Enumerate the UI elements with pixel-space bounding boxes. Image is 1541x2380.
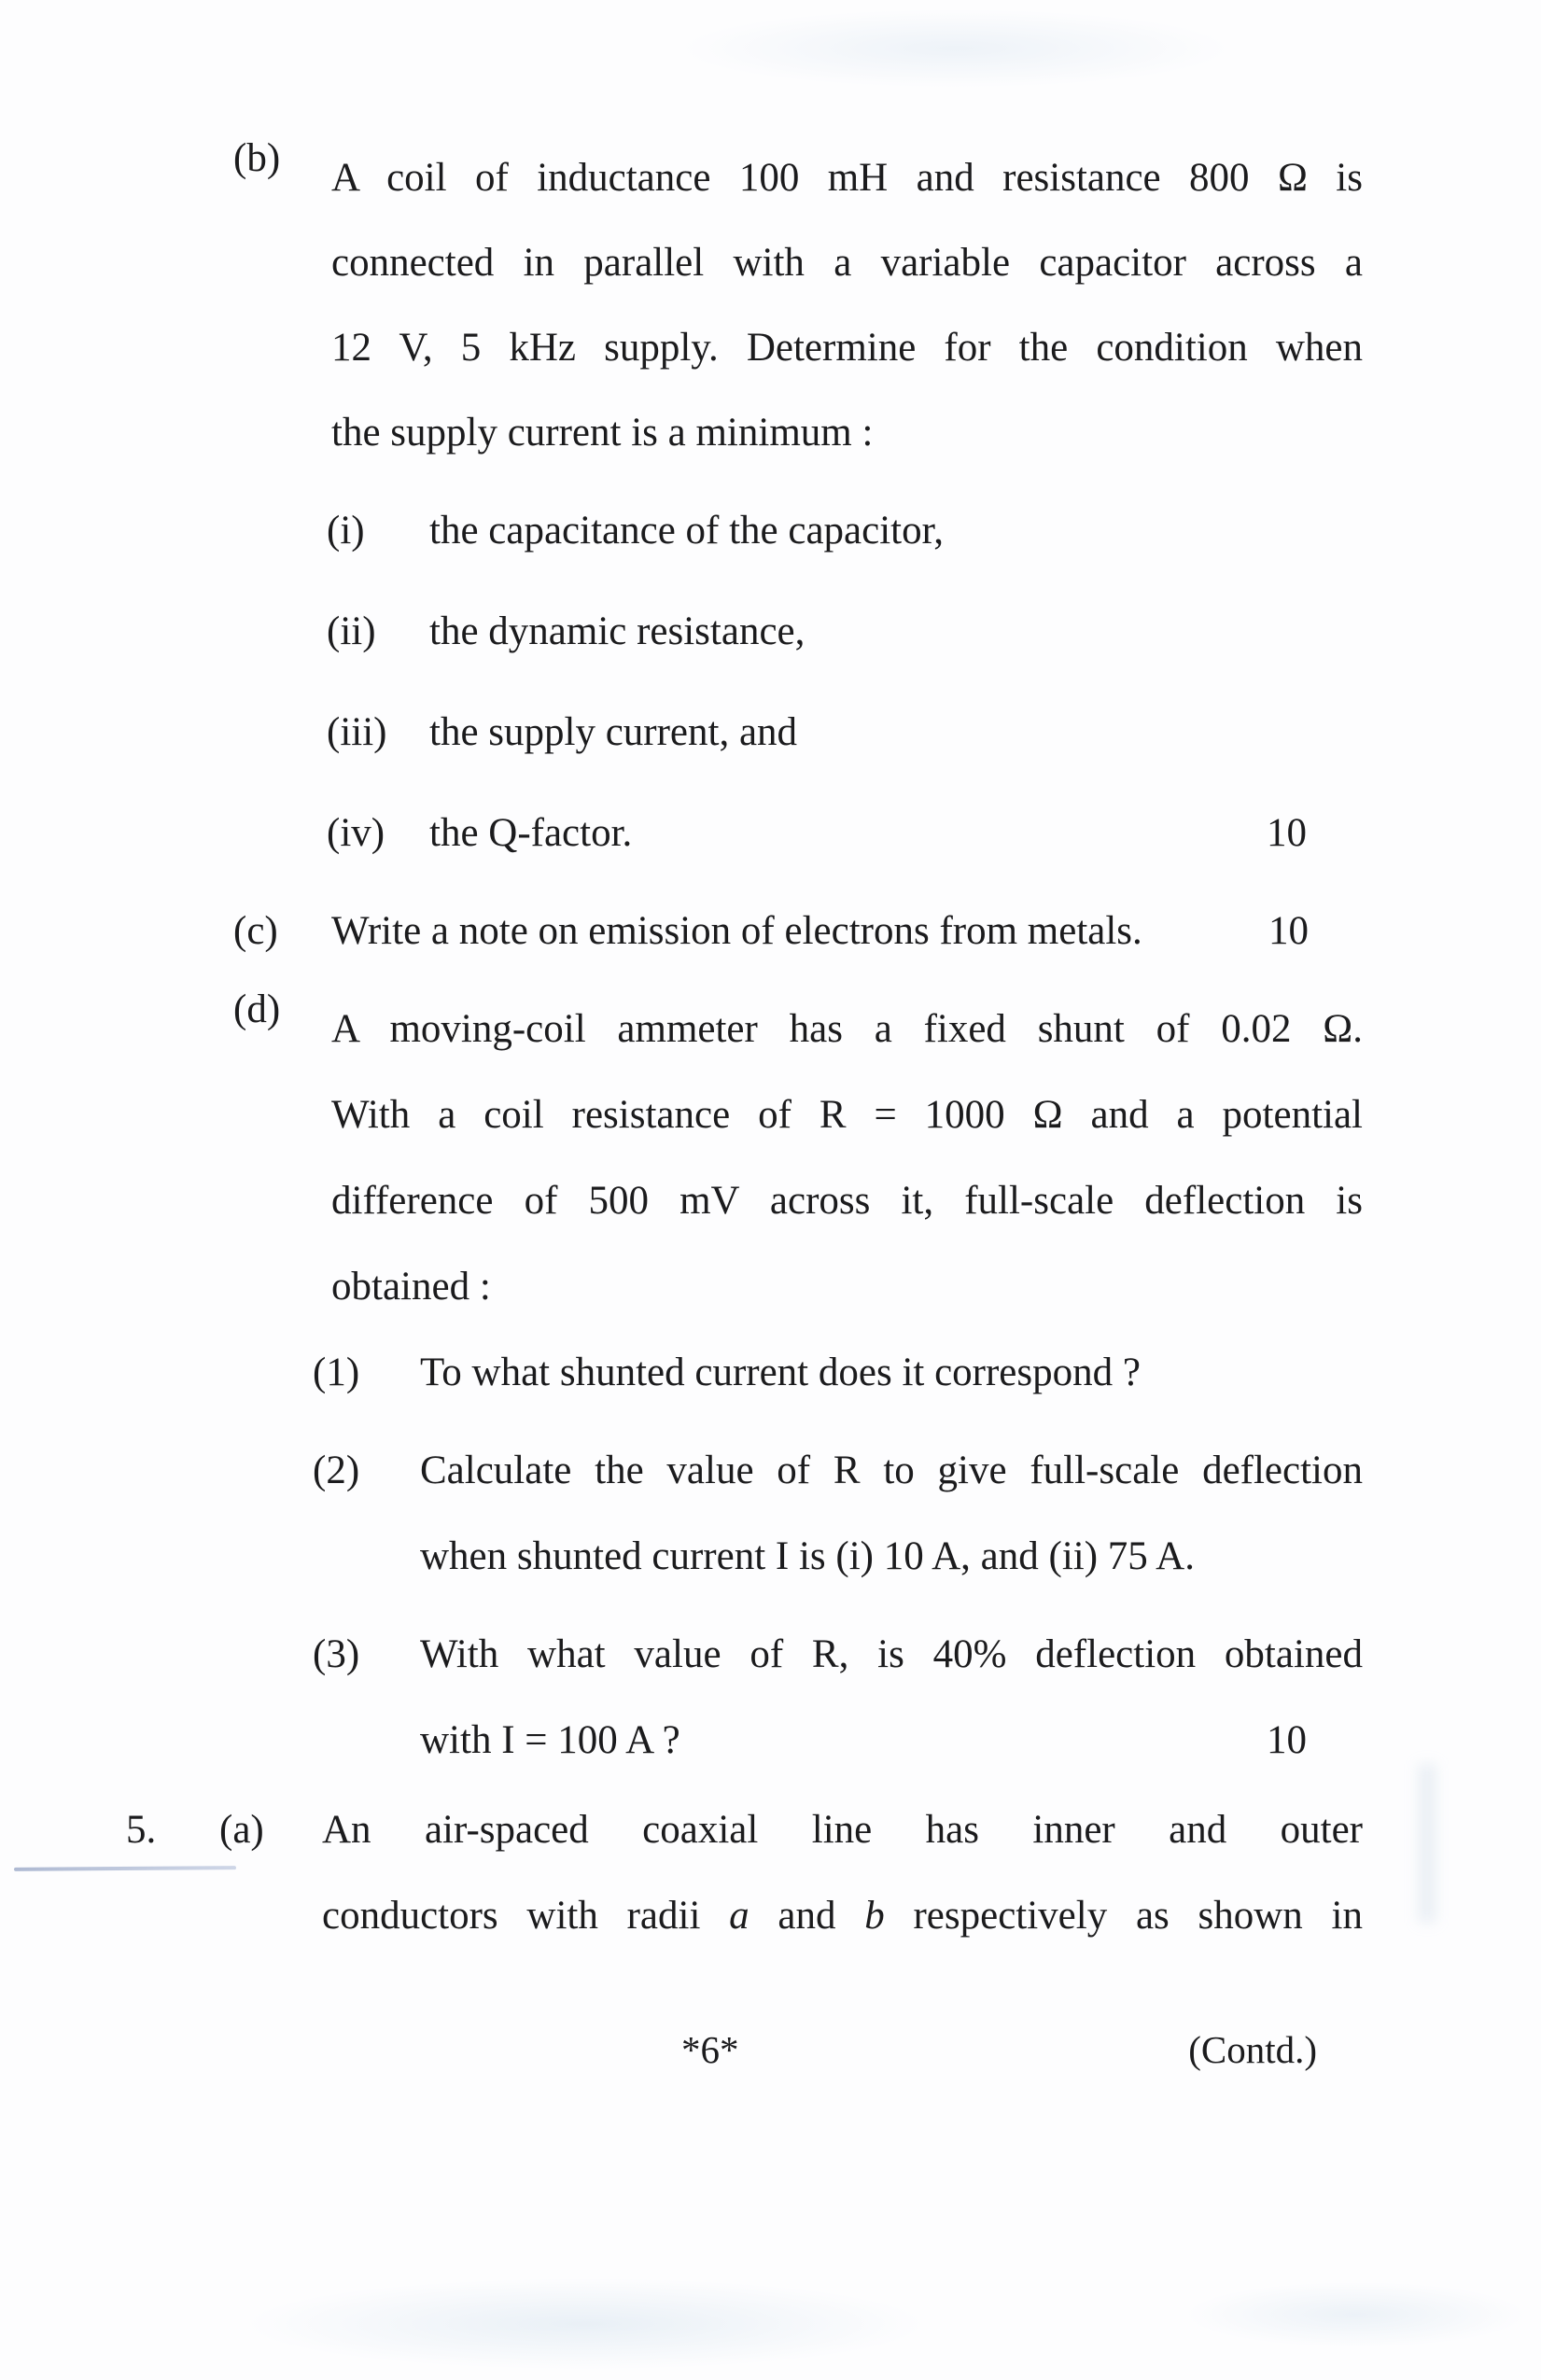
- subitem-1-text: [420, 1330, 1363, 1416]
- marks-badge: 10: [1267, 811, 1307, 855]
- question-d-text: [331, 987, 1363, 1330]
- question-5a-line: conductors with radii a and b respectively as shown in: [322, 1894, 1363, 1938]
- question-5a-text: [322, 1787, 1363, 1959]
- question-5a-line: An air-spaced coaxial line has inner and outer: [322, 1808, 1363, 1852]
- question-c-line: Write a note on emission of electrons from metals.: [331, 909, 1142, 953]
- question-5: [0, 1787, 1541, 1959]
- question-d-line: A moving-coil ammeter has a fixed shunt of 0.02 Ω.: [331, 1007, 1363, 1051]
- subitem-2: [0, 1428, 1541, 1600]
- subitem-iii-text: the supply current, and: [429, 710, 798, 754]
- question-c-label: (c): [233, 909, 278, 953]
- question-5-number: 5.: [126, 1808, 157, 1852]
- question-d-line: obtained :: [331, 1265, 491, 1309]
- marks-badge: 10: [1267, 1718, 1307, 1762]
- subitem-3-line: With what value of R, is 40% deflection obtained: [420, 1632, 1363, 1676]
- question-d-label: (d): [233, 987, 281, 1031]
- question-d-line: difference of 500 mV across it, full-scale deflection is: [331, 1179, 1363, 1223]
- question-b-subitems: [0, 503, 1541, 861]
- subitem-i-label: (i): [327, 509, 365, 553]
- subitem-iv-line: the Q-factor.: [429, 811, 633, 855]
- scan-smudge: [1418, 1764, 1436, 1923]
- subitem-3-line: with I = 100 A ?: [420, 1718, 680, 1762]
- question-d-subitems: [0, 1330, 1541, 1784]
- question-b-line: the supply current is a minimum :: [331, 411, 874, 455]
- subitem-iii: [0, 705, 1541, 761]
- question-c-text: [331, 903, 1363, 959]
- subitem-iii-label: (iii): [327, 710, 387, 754]
- subitem-2-line: Calculate the value of R to give full-scale deflection: [420, 1449, 1363, 1492]
- subitem-3-text: [420, 1612, 1363, 1784]
- subitem-2-label: (2): [313, 1449, 360, 1492]
- radius-a-symbol: a: [729, 1894, 749, 1938]
- question-b-line: 12 V, 5 kHz supply. Determine for the condition when: [331, 326, 1363, 370]
- marks-badge: 10: [1268, 909, 1309, 953]
- question-b-label: (b): [233, 136, 281, 180]
- question-d: [0, 987, 1541, 1330]
- subitem-1-label: (1): [313, 1351, 360, 1394]
- page-number: *6*: [681, 2028, 739, 2071]
- subitem-2-text: [420, 1428, 1363, 1600]
- question-b: [0, 135, 1541, 475]
- question-5a-label: (a): [219, 1808, 264, 1852]
- subitem-i-text: the capacitance of the capacitor,: [429, 509, 944, 553]
- radius-b-symbol: b: [864, 1894, 885, 1938]
- question-b-line: A coil of inductance 100 mH and resistance 800 Ω is: [331, 156, 1363, 200]
- contd-note: (Contd.): [1188, 2028, 1317, 2071]
- subitem-1-line: To what shunted current does it correspond ?: [420, 1351, 1141, 1394]
- subitem-iv-label: (iv): [327, 811, 385, 855]
- subitem-ii: [0, 604, 1541, 660]
- question-b-text: [331, 135, 1363, 475]
- subitem-ii-label: (ii): [327, 609, 376, 653]
- question-b-line: connected in parallel with a variable capacitor across a: [331, 241, 1363, 285]
- page-footer: [0, 2022, 1541, 2078]
- subitem-2-line: when shunted current I is (i) 10 A, and (ii) 75 A.: [420, 1534, 1195, 1578]
- subitem-3: [0, 1612, 1541, 1784]
- subitem-iv: [0, 805, 1541, 861]
- subitem-1: [0, 1330, 1541, 1416]
- subitem-ii-text: the dynamic resistance,: [429, 609, 806, 653]
- question-d-line: With a coil resistance of R = 1000 Ω and a potential: [331, 1093, 1363, 1137]
- subitem-i: [0, 503, 1541, 559]
- subitem-iv-text: [429, 805, 1363, 861]
- subitem-3-label: (3): [313, 1632, 360, 1676]
- question-c: [0, 903, 1541, 959]
